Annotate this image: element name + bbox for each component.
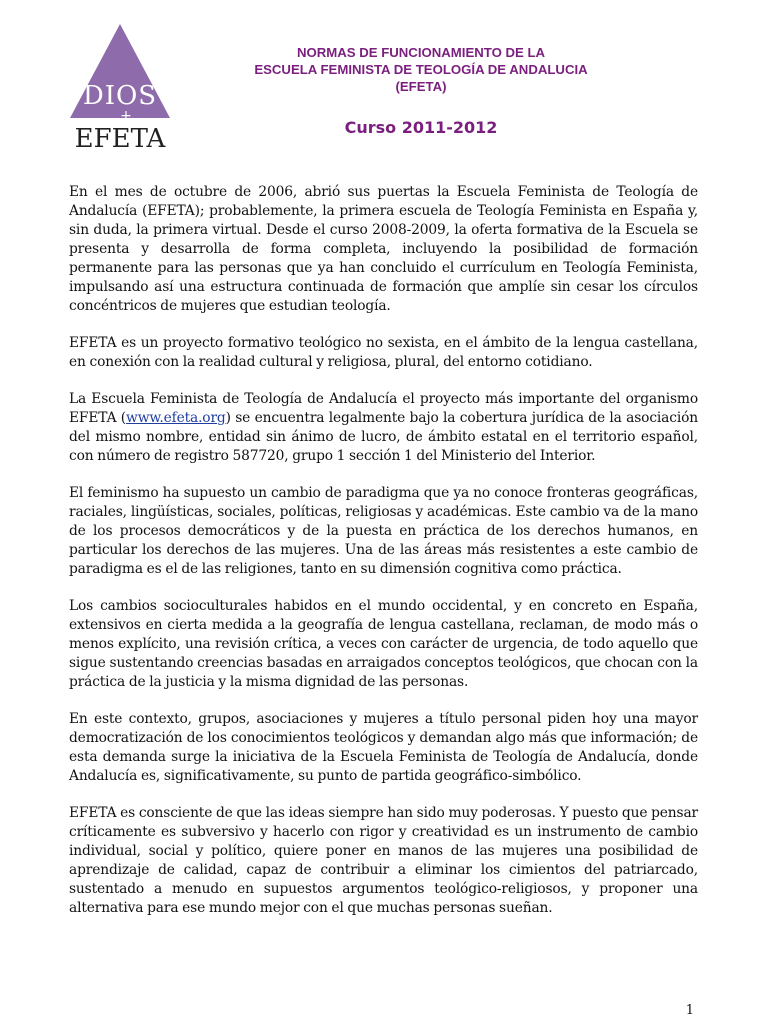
logo-bottom-text: EFETA: [74, 124, 166, 154]
paragraph-3-before: La Escuela Feminista de Teología de Andalucía el proyecto más importante del organismo EFETA (: [69, 391, 698, 426]
efeta-logo: [66, 20, 174, 155]
header-line-2: ESCUELA FEMINISTA DE TEOLOGÍA DE ANDALUCIA: [254, 62, 588, 77]
header-line-1: NORMAS DE FUNCIONAMIENTO DE LA: [296, 45, 546, 60]
logo-plus: +: [120, 108, 132, 124]
document-header: [190, 44, 652, 95]
paragraph-7: EFETA es consciente de que las ideas siempre han sido muy poderosas. Y puesto que pensar críticamente es subversivo y hacerlo con rigor y creatividad es un instrumento de cambio individual, social y político, quiere poner en manos de las mujeres una posibilidad de aprendizaje de calidad, capaz de contribuir a eliminar los cimientos del patriarcado, sustentado a menudo en supuestos argumentos teológico-religiosos, y proponer una alternativa para ese mundo mejor con el que muchas personas sueñan.: [69, 805, 698, 916]
header-line-3: (EFETA): [395, 79, 447, 94]
logo-triangle-icon: [66, 20, 174, 155]
logo-top-text: DIOS: [82, 81, 158, 111]
paragraph-6: En este contexto, grupos, asociaciones y mujeres a título personal piden hoy una mayor democratización de los conocimientos teológicos y demandan algo más que información; de esta demanda surge la iniciativa de la Escuela Feminista de Teología de Andalucía, donde Andalucía es, significativamente, su punto de partida geográfico-simbólico.: [69, 711, 698, 784]
paragraph-4: El feminismo ha supuesto un cambio de paradigma que ya no conoce fronteras geográficas, raciales, lingüísticas, sociales, políticas, religiosas y académicas. Este cambio va de la mano de los procesos democráticos y de la puesta en práctica de los derechos humanos, en particular los derechos de las mujeres. Una de las áreas más resistentes a este cambio de paradigma es el de las religiones, tanto en su dimensión cognitiva como práctica.: [69, 485, 698, 577]
paragraph-3-after: ) se encuentra legalmente bajo la cobertura jurídica de la asociación del mismo nombre, entidad sin ánimo de lucro, de ámbito estatal en el territorio español, con número de registro 587720, grupo 1 sección 1 del Ministerio del Interior.: [69, 410, 698, 464]
course-title: Curso 2011-2012: [344, 118, 498, 137]
document-body: [69, 183, 698, 936]
page-number: 1: [685, 1003, 694, 1018]
efeta-website-link[interactable]: www.efeta.org: [126, 410, 226, 426]
paragraph-3: [69, 390, 698, 466]
paragraph-5: Los cambios socioculturales habidos en el mundo occidental, y en concreto en España, extensivos en cierta medida a la geografía de lengua castellana, reclaman, de modo más o menos explícito, una revisión crítica, a veces con carácter de urgencia, de todo aquello que sigue sustentando creencias basadas en arraigados conceptos teológicos, que chocan con la práctica de la justicia y la misma dignidad de las personas.: [69, 598, 698, 690]
paragraph-1: En el mes de octubre de 2006, abrió sus puertas la Escuela Feminista de Teología de Andalucía (EFETA); probablemente, la primera escuela de Teología Feminista en España y, sin duda, la primera virtual. Desde el curso 2008-2009, la oferta formativa de la Escuela se presenta y desarrolla de forma completa, incluyendo la posibilidad de formación permanente para las personas que ya han concluido el currículum en Teología Feminista, impulsando así una estructura continuada de formación que amplíe sin cesar los círculos concéntricos de mujeres que estudian teología.: [69, 184, 698, 314]
paragraph-2: EFETA es un proyecto formativo teológico no sexista, en el ámbito de la lengua castellana, en conexión con la realidad cultural y religiosa, plural, del entorno cotidiano.: [69, 335, 698, 370]
